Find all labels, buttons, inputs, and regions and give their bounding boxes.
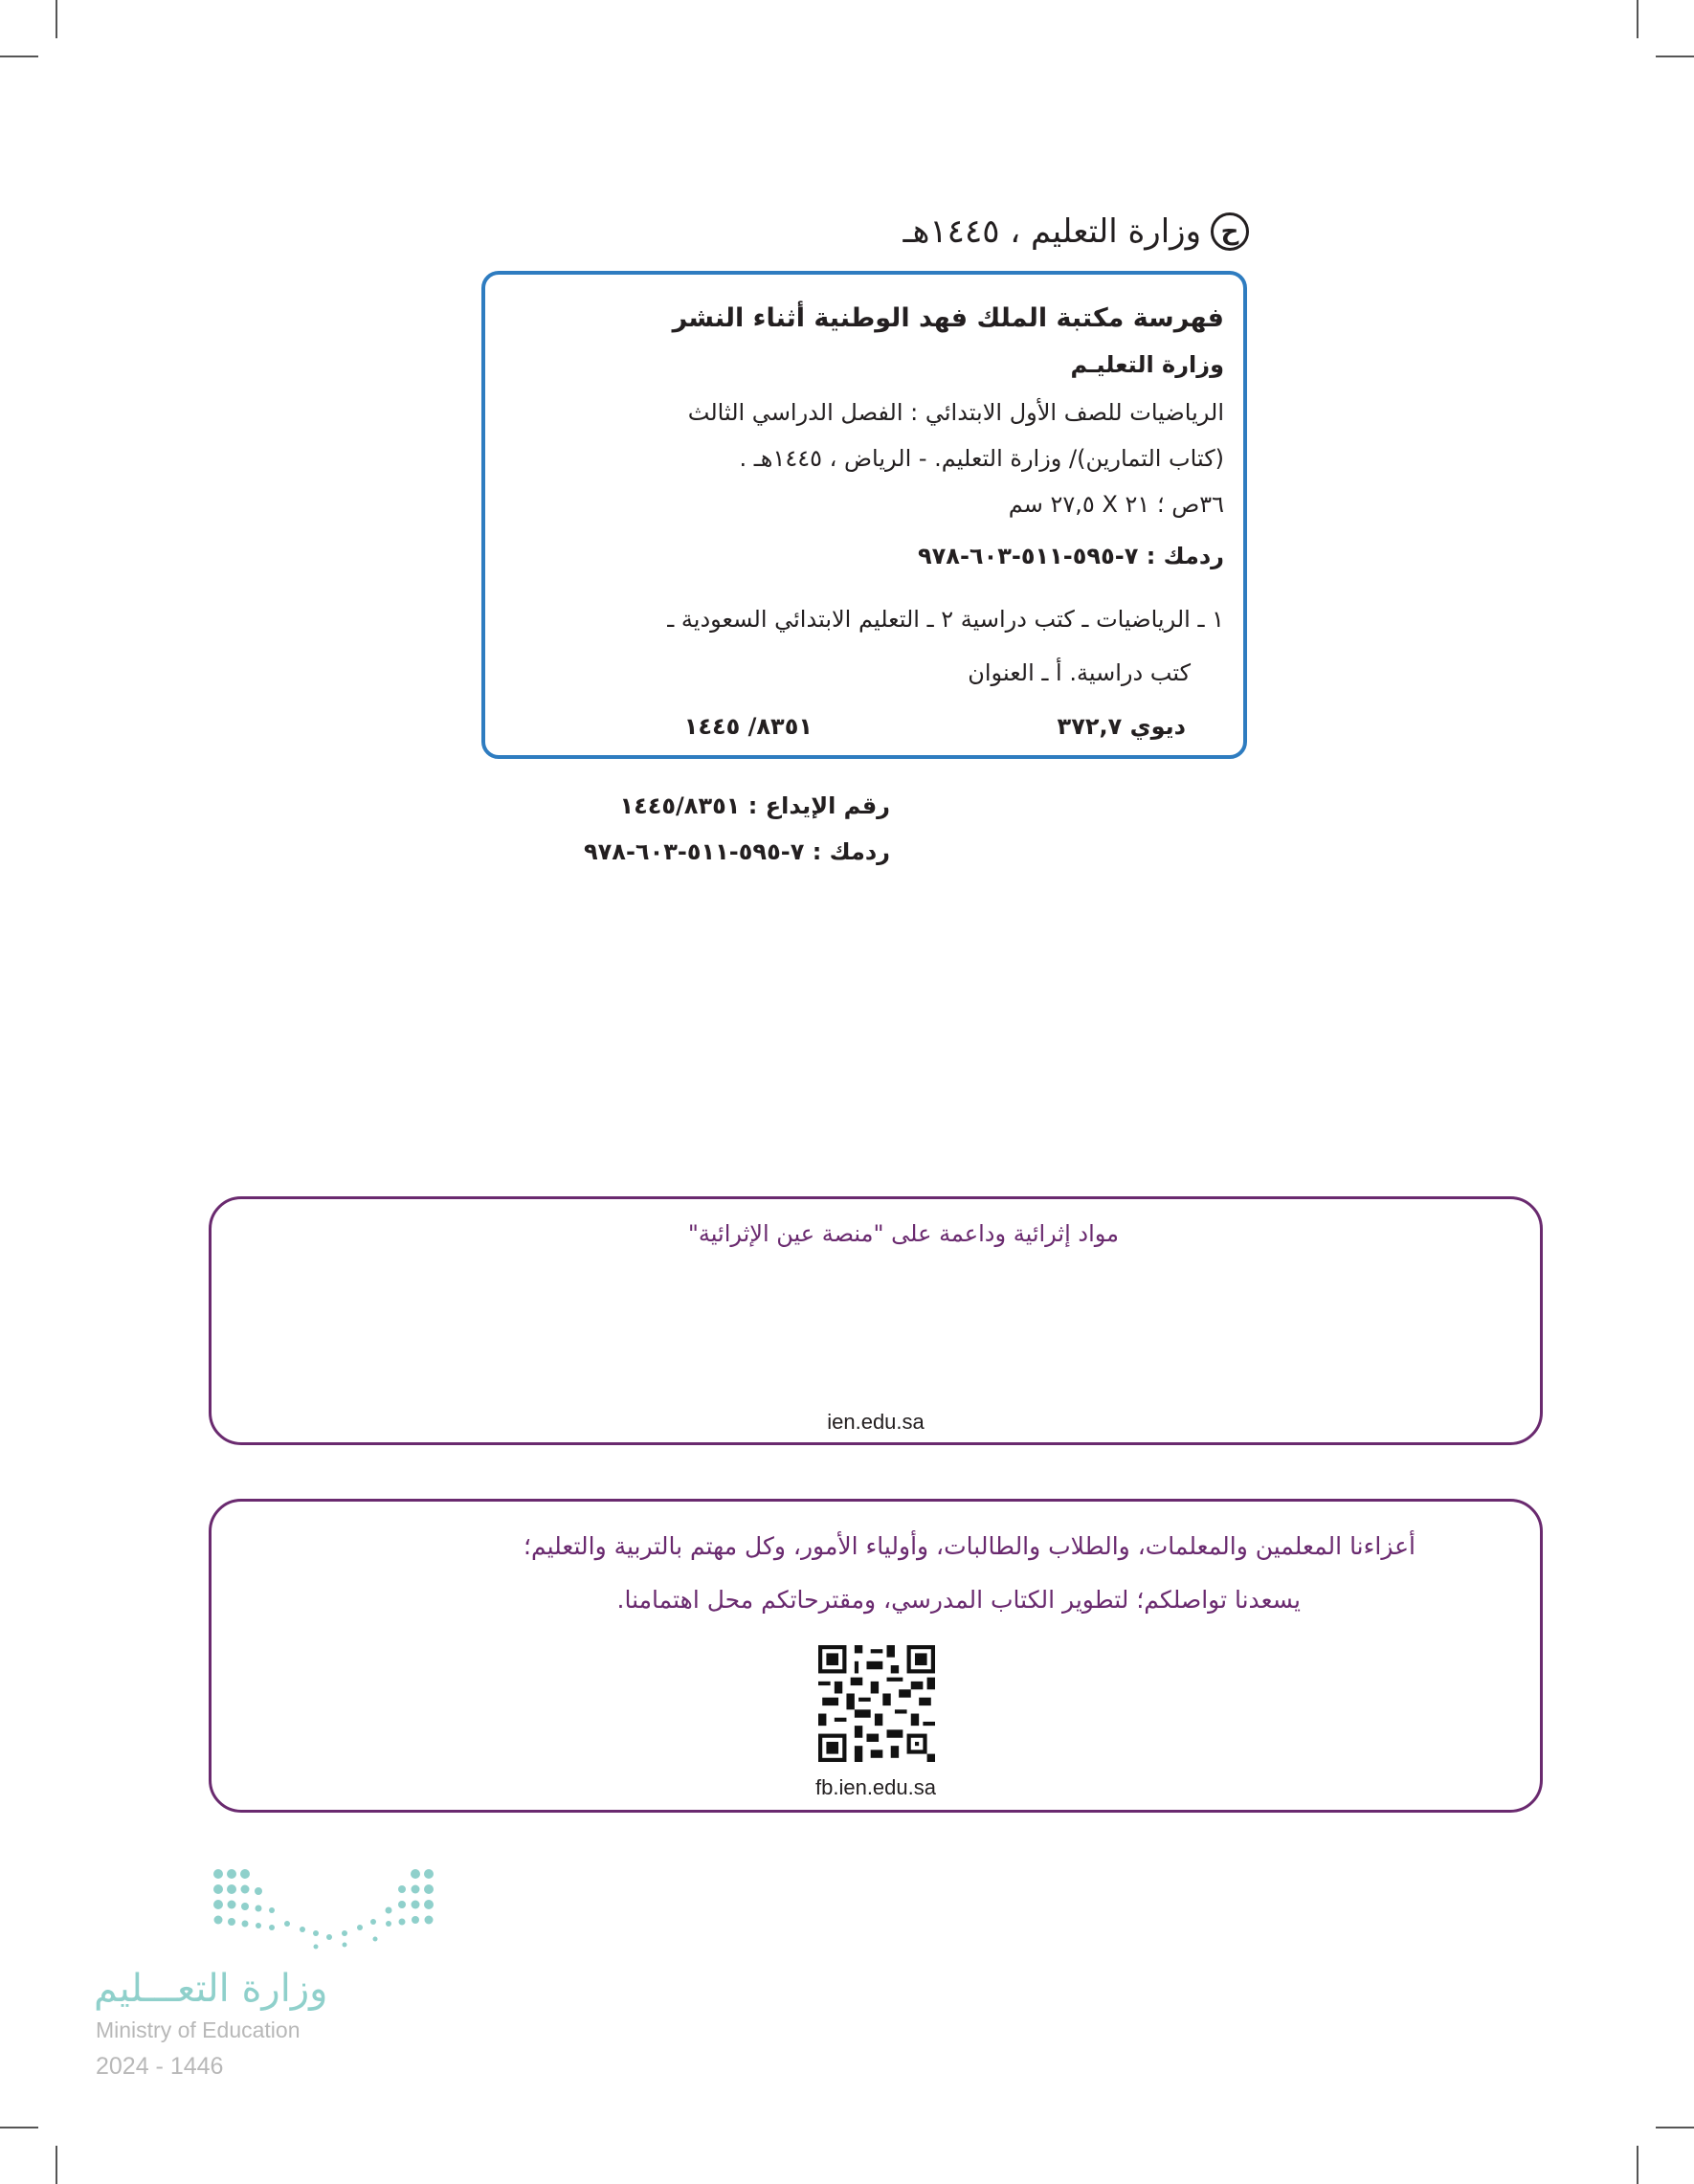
deposit-number: رقم الإيداع : ١٤٤٥/٨٣٥١ [619,792,890,819]
catalog-line2: (كتاب التمارين)/ وزارة التعليم. - الرياض ، ١٤٤٥هـ . [739,445,1224,472]
feedback-line2: يسعدنا تواصلكم؛ لتطوير الكتاب المدرسي، ومقترحاتكم محل اهتمامنا. [616,1586,1301,1614]
enrichment-url[interactable]: ien.edu.sa [827,1410,925,1434]
copyright-symbol: ح [1211,212,1249,251]
logo-arabic: وزارة التعـــليم [94,1967,328,2011]
qr-code-icon[interactable] [818,1645,935,1762]
feedback-box [209,1499,1543,1813]
crop-mark [1637,0,1638,38]
feedback-url[interactable]: fb.ien.edu.sa [815,1775,936,1799]
crop-mark [56,0,57,38]
enrichment-text: مواد إثرائية وداعمة على "منصة عين الإثرائية" [687,1220,1119,1247]
copyright-line [903,212,1249,251]
catalog-subjects1: ١ ـ الرياضيات ـ كتب دراسية ٢ ـ التعليم الابتدائي السعودية ـ [667,606,1224,633]
catalog-deposit-number: ٨٣٥١/ ١٤٤٥ [683,713,813,740]
crop-mark [1656,2127,1694,2128]
catalog-subjects2: كتب دراسية. أ ـ العنوان [968,659,1191,686]
catalog-isbn: ردمك : ٧-٥٩٥-٥١١-٦٠٣-٩٧٨ [918,543,1224,569]
ministry-logo-icon [211,1866,450,1952]
catalog-title: فهرسة مكتبة الملك فهد الوطنية أثناء النشر [672,303,1224,333]
deposit-isbn: ردمك : ٧-٥٩٥-٥١١-٦٠٣-٩٧٨ [584,838,890,865]
crop-mark [56,2146,57,2184]
catalog-box [481,271,1247,759]
logo-year: 2024 - 1446 [96,2053,224,2080]
crop-mark [0,2127,38,2128]
catalog-author: وزارة التعليـم [1070,351,1224,378]
crop-mark [0,56,38,57]
crop-mark [1637,2146,1638,2184]
catalog-line3: ٣٦ص ؛ ٢١ X ٢٧,٥ سم [1008,491,1224,518]
catalog-line1: الرياضيات للصف الأول الابتدائي : الفصل الدراسي الثالث [687,399,1224,426]
feedback-line1: أعزاءنا المعلمين والمعلمات، والطلاب والطالبات، وأولياء الأمور، وكل مهتم بالتربية والتعليم؛ [524,1532,1415,1560]
crop-mark [1656,56,1694,57]
logo-english: Ministry of Education [96,2017,301,2042]
copyright-text: وزارة التعليم ، ١٤٤٥هـ [903,212,1201,251]
catalog-dewey: ديوي ٣٧٢,٧ [1057,713,1186,740]
enrichment-box [209,1196,1543,1445]
